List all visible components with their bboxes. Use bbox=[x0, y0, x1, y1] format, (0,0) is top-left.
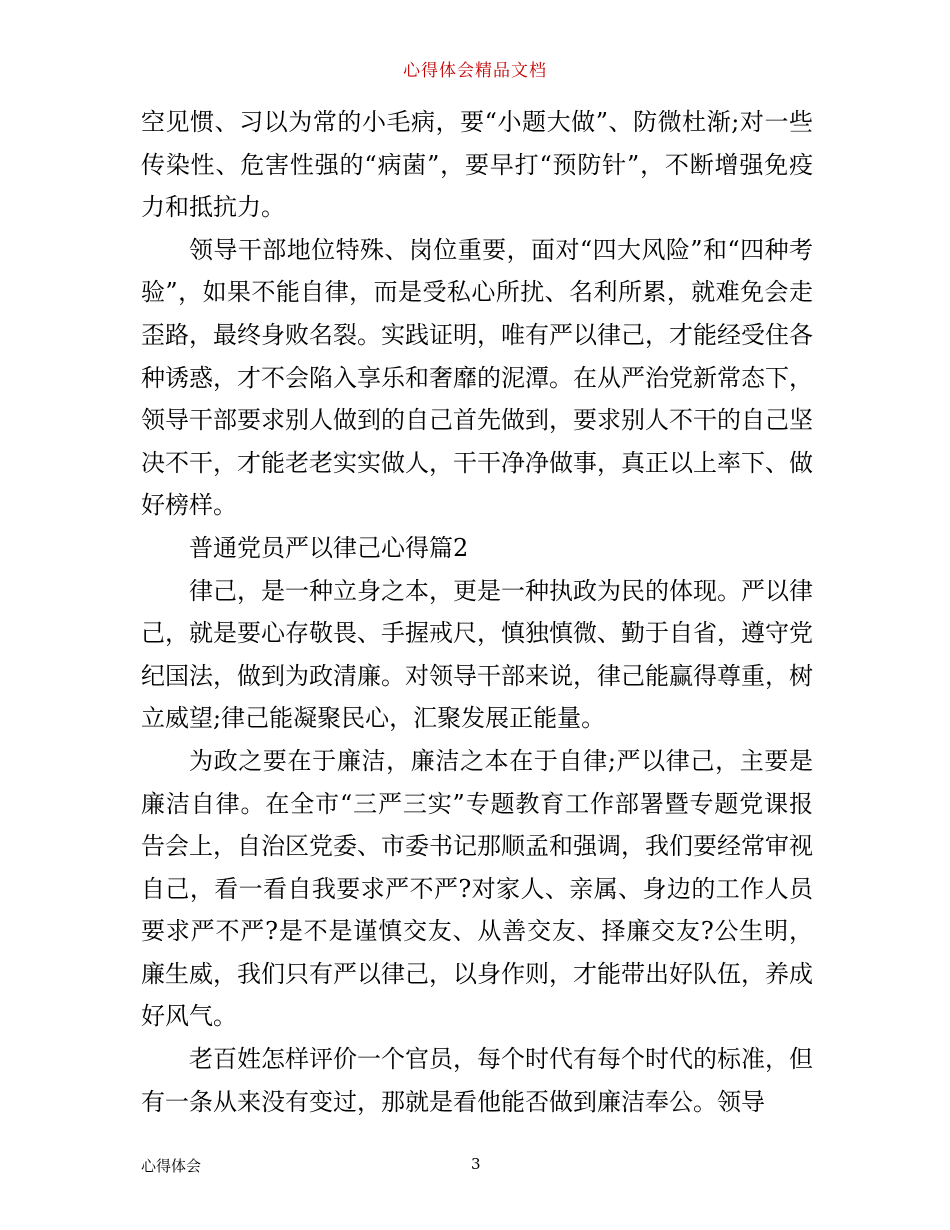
section-heading: 普通党员严以律己心得篇2 bbox=[189, 533, 469, 562]
paragraph-5: 老百姓怎样评价一个官员，每个时代有每个时代的标准，但有一条从来没有变过，那就是看他能否做到廉洁奉公。领导 bbox=[141, 1045, 813, 1116]
paragraph-4: 为政之要在于廉洁，廉洁之本在于自律;严以律己，主要是廉洁自律。在全市“三严三实”专题教育工作部署暨专题党课报告会上，自治区党委、市委书记那顺孟和强调，我们要经常审视自己，看一看自我要求严不严?对家人、亲属、身边的工作人员要求严不严?是不是谨慎交友、从善交友、择廉交友?公生明，廉生威，我们只有严以律己，以身作则，才能带出好队伍，养成好风气。 bbox=[141, 746, 813, 1031]
paragraph-3: 律己，是一种立身之本，更是一种执政为民的体现。严以律己，就是要心存敬畏、手握戒尺，慎独慎微、勤于自省，遵守党纪国法，做到为政清廉。对领导干部来说，律己能赢得尊重，树立威望;律己能凝聚民心，汇聚发展正能量。 bbox=[141, 576, 813, 733]
page-header-title: 心得体会精品文档 bbox=[403, 61, 547, 81]
paragraph-1: 空见惯、习以为常的小毛病，要“小题大做”、防微杜渐;对一些传染性、危害性强的“病菌”，要早打“预防针”，不断增强免疫力和抵抗力。 bbox=[141, 108, 813, 222]
footer-label: 心得体会 bbox=[141, 1157, 202, 1175]
page-number: 3 bbox=[471, 1155, 481, 1173]
paragraph-2: 领导干部地位特殊、岗位重要，面对“四大风险”和“四种考验”，如果不能自律，而是受私心所扰、名利所累，就难免会走歪路，最终身败名裂。实践证明，唯有严以律己，才能经受住各种诱惑，才不会陷入享乐和奢靡的泥潭。在从严治党新常态下，领导干部要求别人做到的自己首先做到，要求别人不干的自己坚决不干，才能老老实实做人，干干净净做事，真正以上率下、做好榜样。 bbox=[141, 235, 813, 520]
document-body bbox=[141, 101, 813, 1123]
